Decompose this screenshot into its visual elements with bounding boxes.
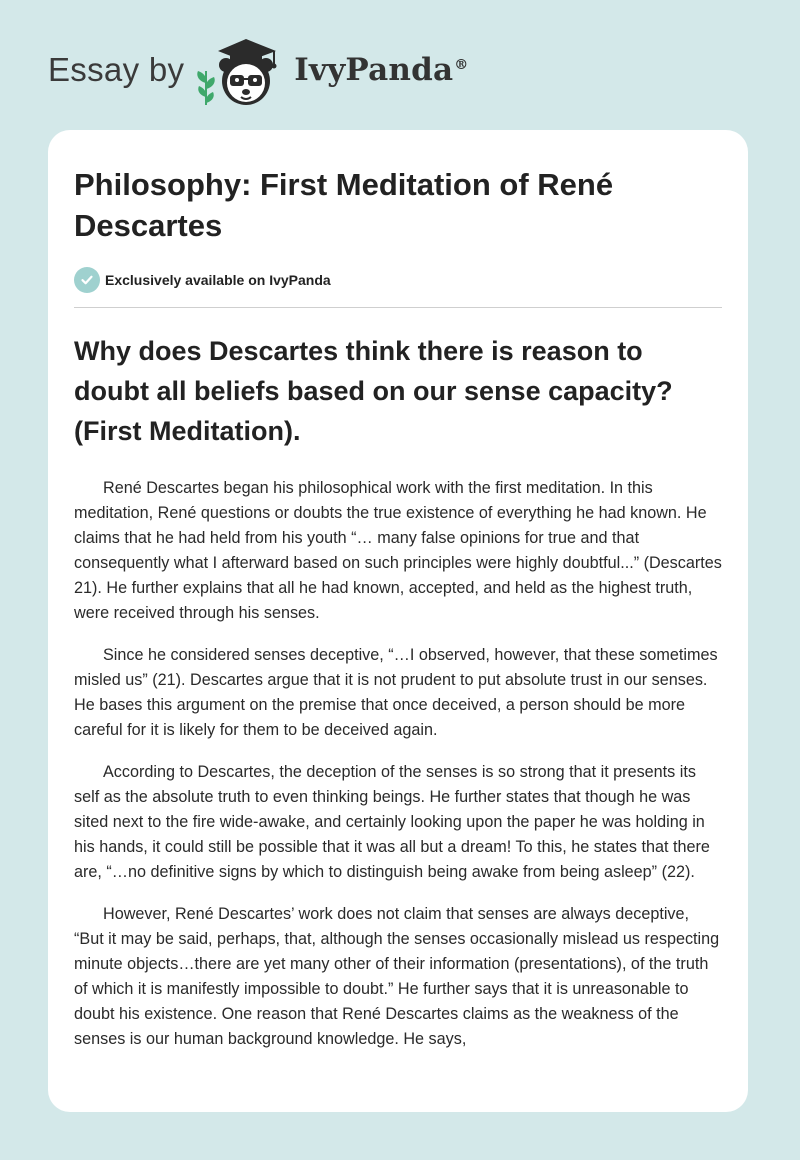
essay-question-heading: Why does Descartes think there is reason to doubt all beliefs based on our sense capacity? (First Meditation). — [74, 336, 673, 446]
ivypanda-logo[interactable] — [196, 31, 468, 109]
exclusive-badge-label: Exclusively available on IvyPanda — [105, 272, 331, 288]
panda-graduate-icon — [196, 31, 288, 109]
paragraph: According to Descartes, the deception of the senses is so strong that it presents its self as the absolute truth to even thinking beings. He further states that though he was sited next to the fire wide-awake, and certainly looking upon the paper he was holding in his hands, it could still be possible that it was all but a dream! To this, he states that there are, “…no definitive signs by which to distinguish being awake from being asleep” (22). — [74, 763, 710, 881]
essay-card — [48, 130, 748, 1112]
exclusive-badge — [74, 266, 722, 294]
essay-body — [74, 476, 722, 1052]
divider — [74, 307, 722, 308]
checkmark-icon — [74, 267, 100, 293]
brand-name: IvyPanda® — [294, 52, 469, 88]
site-header — [48, 30, 469, 110]
essay-by-label: Essay by — [48, 51, 185, 88]
paragraph: Since he considered senses deceptive, “…I observed, however, that these sometimes misled us” (21). Descartes argue that it is not prudent to put absolute trust in our senses. He bases this argument on the premise that once deceived, a person should be more careful for it is likely for them to be deceived again. — [74, 646, 718, 739]
paragraph: However, René Descartes’ work does not claim that senses are always deceptive, “But it may be said, perhaps, that, although the senses occasionally mislead us respecting minute objects…there are yet many other of their information (presentations), of the truth of which it is manifestly impossible to doubt.” He further says that it is unreasonable to doubt his existence. One reason that René Descartes claims as the weakness of the senses is our human background knowledge. He says, — [74, 905, 720, 1048]
paragraph: René Descartes began his philosophical work with the first meditation. In this meditation, René questions or doubts the true existence of everything he had known. He claims that he had held from his youth “… many false opinions for true and that consequently what I afterward based on such principles were highly doubtful...” (Descartes 21). He further explains that all he had known, accepted, and held as the highest truth, were received through his senses. — [74, 479, 722, 622]
registered-mark: ® — [454, 56, 469, 73]
page-title: Philosophy: First Meditation of René Descartes — [74, 167, 614, 243]
